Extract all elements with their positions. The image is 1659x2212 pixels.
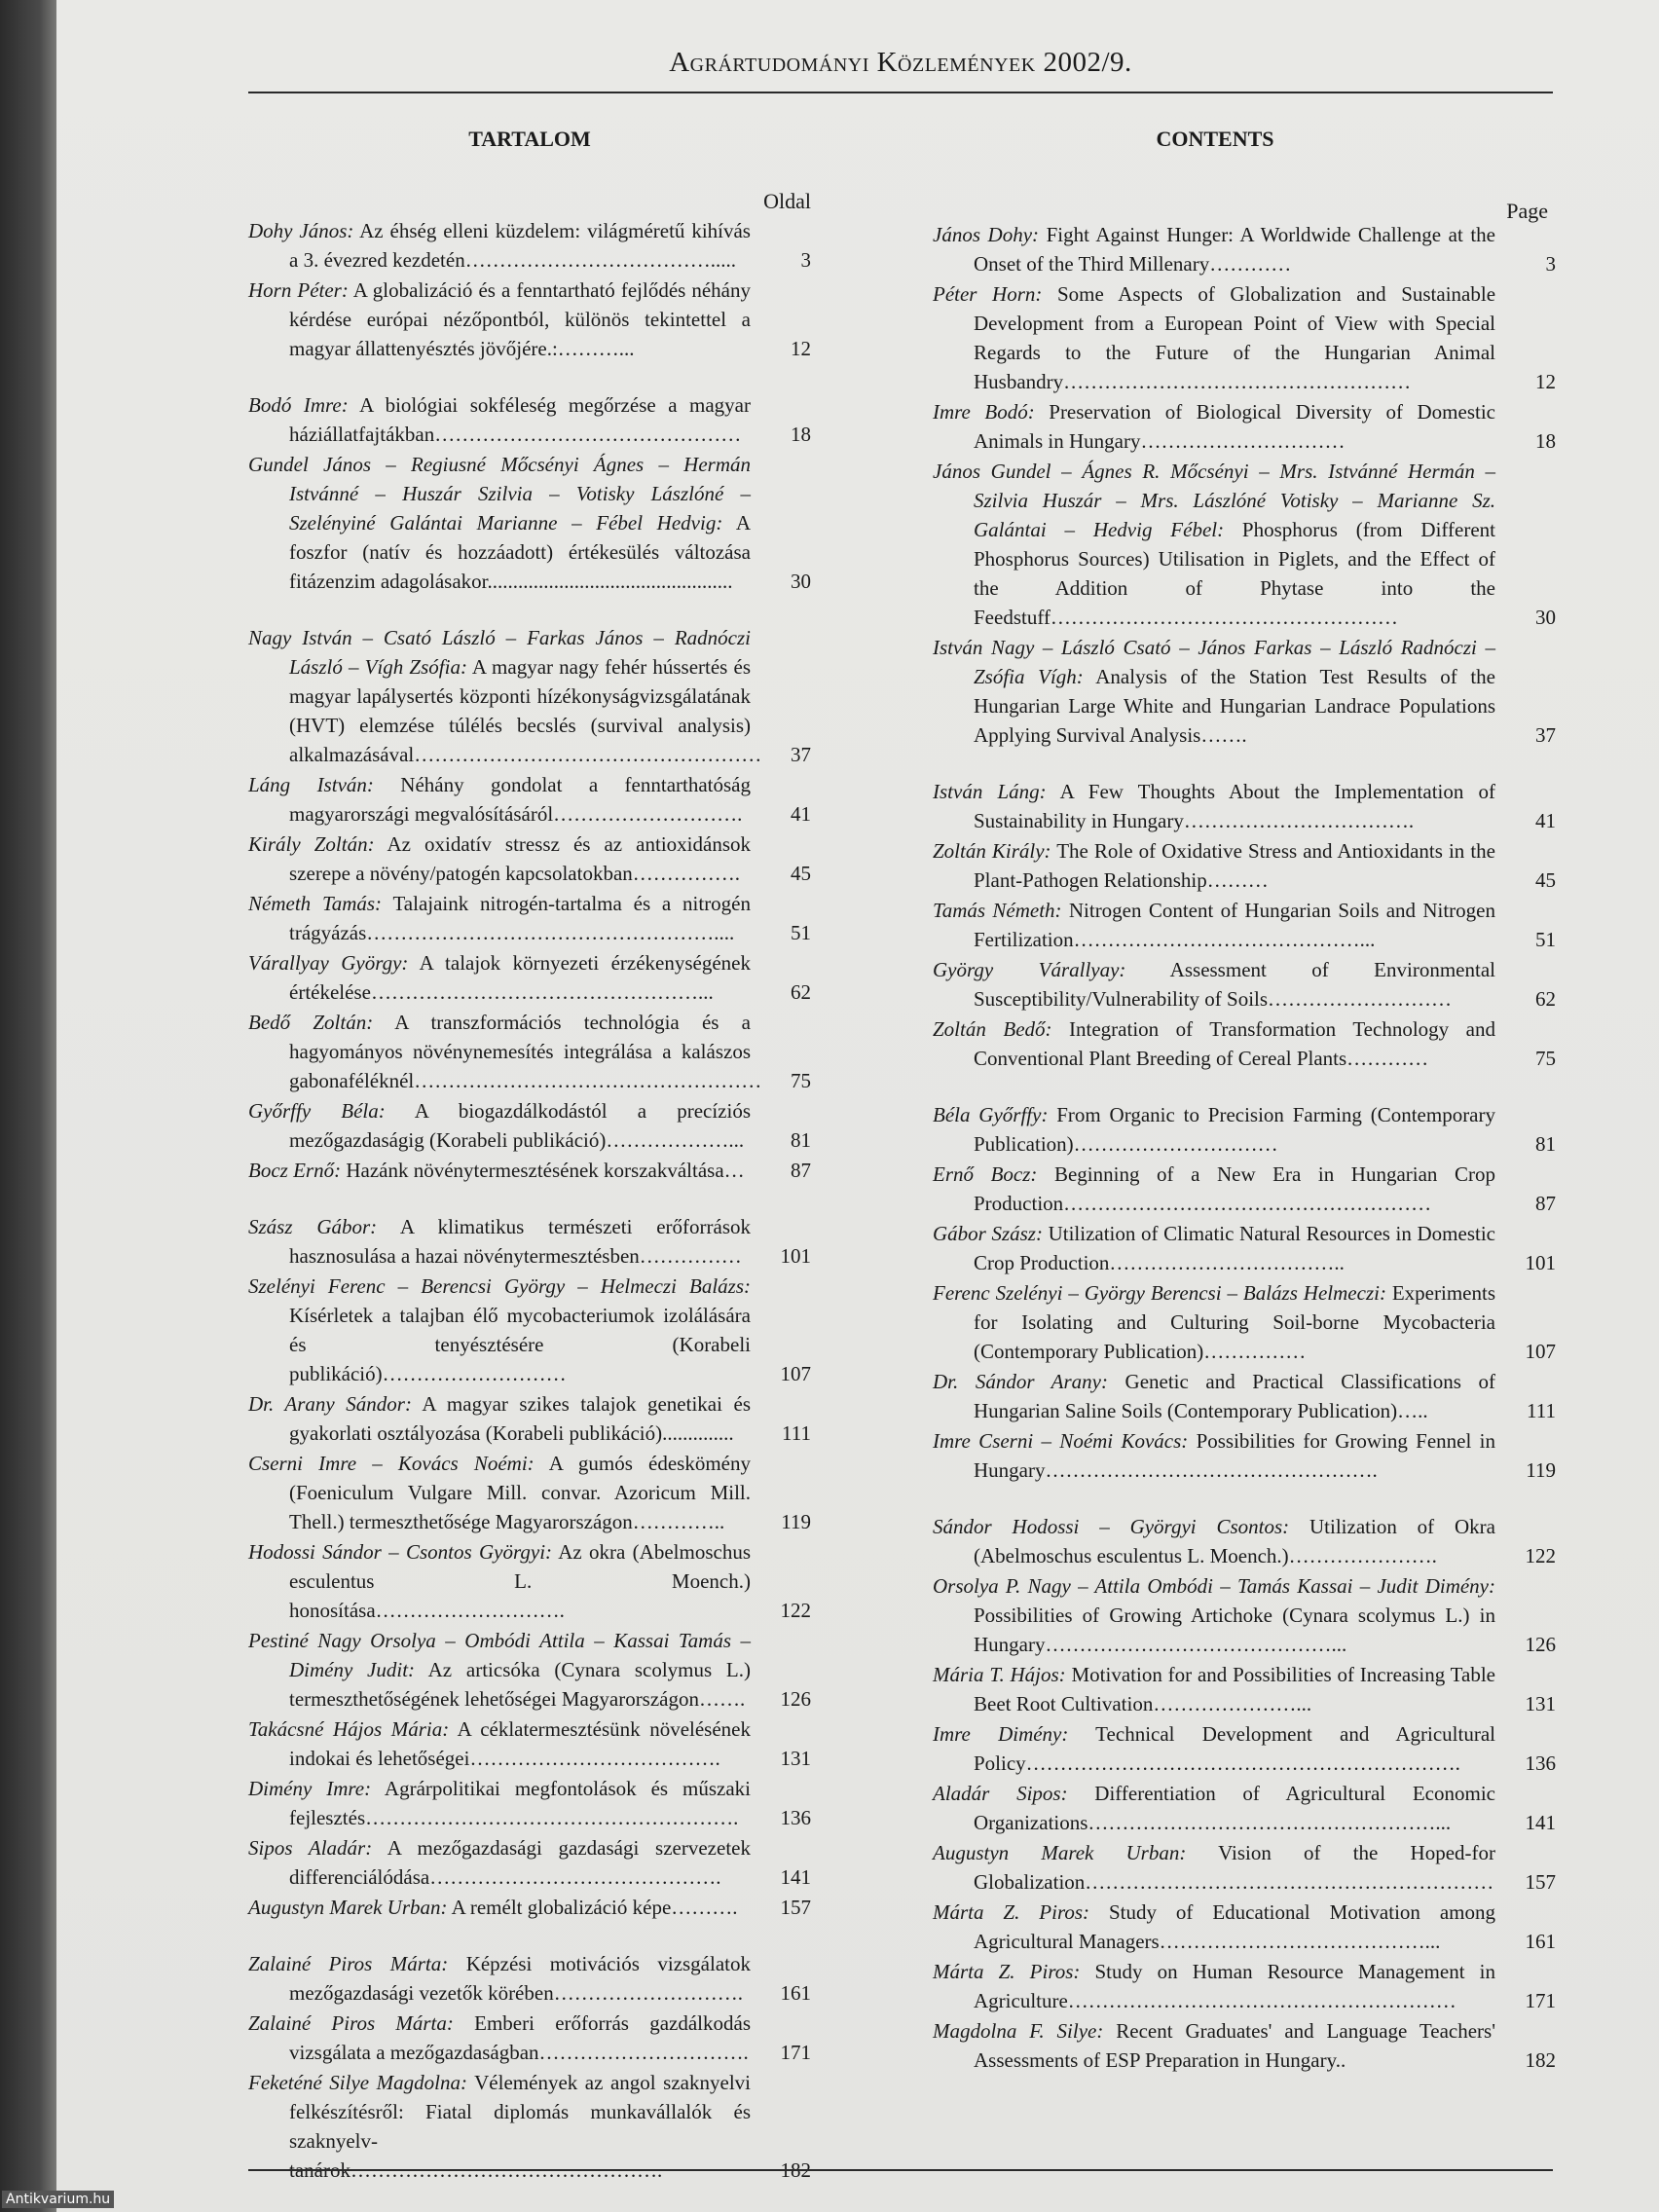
left-column-title: TARTALOM: [468, 127, 591, 151]
toc-entry-page: 182: [780, 2158, 811, 2182]
toc-entry-text: [248, 2009, 751, 2067]
toc-entry-authors: Ernő Bocz:: [933, 1162, 1038, 1186]
toc-entry-page: 111: [782, 1421, 811, 1445]
toc-entry-title: Az oxidatív stressz és az antioxidánsok szerepe a növény/patogén kapcsolatokban…………….: [289, 832, 752, 885]
toc-entry: [933, 1426, 1556, 1485]
toc-entry-page: 18: [1535, 429, 1556, 453]
toc-entry-text: [248, 450, 751, 596]
toc-entry: [248, 889, 811, 947]
left-entry-list: [248, 216, 811, 2186]
toc-entry-title: A mezőgazdasági gazdasági szervezetek differenciálódása…………………………………….: [289, 1836, 751, 1889]
toc-entry: [933, 397, 1556, 456]
toc-entry-page: 18: [791, 423, 811, 446]
toc-entry-authors: János Gundel – Ágnes R. Mőcsényi – Mrs. Istvánné Hermán – Szilvia Huszár – Mrs. Lászlóné Votisky – Marianne Sz. Galántai – Hedvig Fébel:: [933, 460, 1495, 541]
toc-entry-page: 119: [781, 1510, 811, 1533]
toc-entry: [933, 457, 1556, 632]
toc-entry-authors: Aladár Sipos:: [933, 1782, 1068, 1805]
toc-entry-authors: Győrffy Béla:: [248, 1099, 386, 1123]
toc-entry-authors: Takácsné Hájos Mária:: [248, 1717, 450, 1741]
toc-entry-text: [248, 276, 751, 363]
toc-entry-text: [248, 1774, 751, 1832]
toc-entry: [933, 1160, 1556, 1218]
toc-entry-page: 131: [1525, 1692, 1556, 1715]
toc-entry-authors: Várallyay György:: [248, 951, 409, 975]
toc-entry-authors: István Nagy – László Csató – János Farkas – László Radnóczi – Zsófia Vígh:: [933, 636, 1495, 688]
right-entry-list: [933, 220, 1556, 2076]
toc-entry-page: 122: [780, 1599, 811, 1622]
toc-entry-title: Agrárpolitikai megfontolások és műszaki fejlesztés……………………………………………….: [289, 1777, 751, 1829]
toc-entry-text: [933, 836, 1495, 895]
toc-entry: [248, 1714, 811, 1773]
right-column-title: CONTENTS: [1156, 127, 1274, 151]
toc-entry-text: [933, 279, 1495, 396]
toc-entry-text: [248, 1096, 751, 1155]
toc-entry: [933, 955, 1556, 1014]
toc-entry-text: [248, 1272, 751, 1388]
toc-entry-authors: Zoltán Király:: [933, 839, 1051, 863]
toc-entry-page: 141: [1525, 1811, 1556, 1834]
toc-entry: [933, 777, 1556, 835]
toc-entry-text: [933, 2016, 1495, 2075]
toc-entry: [248, 1893, 811, 1922]
toc-entry-text: [933, 1719, 1495, 1778]
toc-entry-page: 51: [791, 921, 811, 944]
toc-entry: [248, 1537, 811, 1625]
toc-entry-title: Az articsóka (Cynara scolymus L.) termeszthetőségének lehetőségei Magyarországon…….: [289, 1658, 751, 1711]
header-rule: [248, 92, 1553, 93]
toc-entry: [248, 450, 811, 596]
toc-entry: [933, 2016, 1556, 2075]
toc-entry-authors: Zalainé Piros Márta:: [248, 2011, 454, 2035]
toc-entry-page: 81: [791, 1128, 811, 1152]
toc-entry-text: [933, 1160, 1495, 1218]
toc-entry-page: 136: [1525, 1751, 1556, 1775]
toc-entry-title: Talajaink nitrogén-tartalma és a nitrogén trágyázás……………………………………………....: [289, 892, 752, 944]
toc-entry-title: Genetic and Practical Classifications of Hungarian Saline Soils (Contemporary Publication)…..: [974, 1370, 1495, 1422]
toc-entry: [248, 2009, 811, 2067]
toc-entry-text: [933, 1219, 1495, 1277]
toc-entry-authors: Mária T. Hájos:: [933, 1663, 1066, 1686]
toc-entry-text: [248, 1389, 751, 1448]
toc-entry-page: 157: [780, 1896, 811, 1919]
toc-entry-title: Study on Human Resource Management in Agriculture…………………………………………………: [974, 1960, 1495, 2012]
toc-entry-authors: Sándor Hodossi – Györgyi Csontos:: [933, 1515, 1290, 1538]
toc-entry: [248, 1212, 811, 1271]
toc-entry-title: Nitrogen Content of Hungarian Soils and Nitrogen Fertilization……………………………………...: [974, 899, 1495, 951]
toc-entry-page: 12: [791, 337, 811, 360]
right-page-label: Page: [1506, 199, 1548, 223]
toc-entry-text: [248, 1449, 751, 1536]
toc-entry-title: Beginning of a New Era in Hungarian Crop Production………………………………………………: [974, 1162, 1495, 1215]
book-spine-shadow: [0, 0, 56, 2212]
toc-entry-title: Some Aspects of Globalization and Sustainable Development from a European Point of View with Special Regards to the Future of the Hungarian Animal Husbandry……………………………………………: [974, 282, 1496, 393]
toc-entry-title: Preservation of Biological Diversity of Domestic Animals in Hungary…………………………: [974, 400, 1495, 453]
toc-entry-page: 122: [1525, 1544, 1556, 1567]
toc-entry-page: 119: [1526, 1458, 1556, 1482]
toc-entry-text: [933, 1838, 1495, 1897]
toc-entry-text: [933, 220, 1495, 278]
toc-entry-title: A talajok környezeti érzékenységének értékelése…………………………………………...: [289, 951, 751, 1004]
toc-entry-text: [933, 1898, 1495, 1956]
toc-entry-title: Integration of Transformation Technology and Conventional Plant Breeding of Cereal Plants…………: [974, 1017, 1495, 1070]
toc-entry: [933, 1898, 1556, 1956]
toc-entry-page: 107: [780, 1362, 811, 1385]
toc-entry: [933, 1367, 1556, 1425]
toc-entry: [248, 830, 811, 888]
toc-entry-text: [248, 1008, 762, 1095]
toc-entry-title: A biológiai sokféleség megőrzése a magyar háziállatfajtákban………………………………………: [289, 393, 752, 446]
toc-entry-text: [933, 1100, 1495, 1159]
toc-entry: [933, 1014, 1556, 1073]
toc-entry-page: 101: [780, 1244, 811, 1268]
toc-entry-text: [933, 1426, 1495, 1485]
toc-entry-title: Néhány gondolat a fenntarthatóság magyarországi megvalósításáról……………………….: [289, 773, 751, 826]
toc-entry-title: A klimatikus természeti erőforrások hasznosulása a hazai növénytermesztésben……………: [289, 1215, 751, 1268]
toc-entry-text: [248, 1949, 751, 2008]
toc-entry: [248, 948, 811, 1007]
toc-entry-page: 37: [1535, 723, 1556, 747]
toc-entry-title: Képzési motivációs vizsgálatok mezőgazdasági vezetők körében……………………….: [289, 1952, 751, 2005]
toc-entry-text: [248, 1893, 751, 1922]
toc-entry-text: [248, 1714, 751, 1773]
toc-entry-title: Analysis of the Station Test Results of the Hungarian Large White and Hungarian Landrace Populations Applying Survival Analysis…….: [974, 665, 1495, 747]
left-page-label: Oldal: [763, 189, 811, 213]
toc-entry: [248, 1096, 811, 1155]
journal-header: Agrártudományi Közlemények 2002/9.: [669, 47, 1132, 78]
toc-entry-authors: Dr. Arany Sándor:: [248, 1392, 412, 1416]
toc-entry-text: [933, 1014, 1495, 1073]
toc-entry-title: A gumós édeskömény (Foeniculum Vulgare Mill. convar. Azoricum Mill. Thell.) termeszthetősége Magyarországon…………..: [289, 1452, 752, 1533]
toc-entry: [933, 1838, 1556, 1897]
toc-entry-text: [933, 1512, 1495, 1570]
toc-entry-text: [248, 2068, 751, 2185]
toc-entry-text: [933, 955, 1495, 1014]
toc-entry-page: 12: [1535, 370, 1556, 393]
toc-entry: [248, 1389, 811, 1448]
toc-entry-text: [248, 623, 762, 769]
toc-entry-text: [933, 1779, 1495, 1837]
toc-entry-authors: Hodossi Sándor – Csontos Györgyi:: [248, 1540, 553, 1564]
toc-entry-authors: Bodó Imre:: [248, 393, 349, 417]
toc-entry-authors: Feketéné Silye Magdolna:: [248, 2071, 467, 2094]
toc-entry-title: Assessment of Environmental Susceptibility/Vulnerability of Soils………………………: [974, 958, 1495, 1011]
toc-entry: [248, 2068, 811, 2185]
toc-entry-page: 37: [791, 743, 811, 766]
toc-entry-authors: Gundel János – Regiusné Mőcsényi Ágnes – Hermán Istvánné – Huszár Szilvia – Votisky Lászlóné – Szelényiné Galántai Marianne – Fébel Hedvig:: [248, 453, 751, 535]
toc-entry-page: 30: [791, 570, 811, 593]
toc-entry-title: Recent Graduates' and Language Teachers' Assessments of ESP Preparation in Hungary..: [974, 2019, 1495, 2072]
toc-entry-title: Az éhség elleni küzdelem: világméretű kihívás a 3. évezred kezdetén……………………………….....: [289, 219, 751, 272]
toc-entry: [248, 1833, 811, 1892]
toc-entry-authors: Zalainé Piros Márta:: [248, 1952, 449, 1975]
toc-entry-authors: Szász Gábor:: [248, 1215, 378, 1238]
toc-entry-text: [933, 1660, 1495, 1718]
toc-entry-page: 62: [1535, 987, 1556, 1011]
toc-entry-authors: Dohy János:: [248, 219, 354, 242]
toc-entry-authors: Cserni Imre – Kovács Noémi:: [248, 1452, 535, 1475]
toc-entry: [933, 633, 1556, 750]
toc-entry: [248, 1774, 811, 1832]
toc-entry-authors: Király Zoltán:: [248, 832, 375, 856]
toc-entry: [933, 1512, 1556, 1570]
toc-entry-authors: Zoltán Bedő:: [933, 1017, 1052, 1041]
toc-entry-title: Technical Development and Agricultural Policy……………………………………………………….: [974, 1722, 1495, 1775]
toc-entry-title: Phosphorus (from Different Phosphorus Sources) Utilisation in Piglets, and the Effect of the Addition of Phytase into the Feedstuff……………………………………………: [974, 518, 1495, 629]
toc-entry-title: Utilization of Okra (Abelmoschus esculentus L. Moench.)………………….: [974, 1515, 1496, 1567]
toc-entry: [248, 623, 811, 769]
toc-entry-page: 41: [791, 802, 811, 826]
toc-entry-title: A globalizáció és a fenntartható fejlődés néhány kérdése európai nézőpontból, különös tekintettel a magyar állattenyésztés jövőjére.:………...: [289, 278, 751, 360]
toc-entry-authors: Horn Péter:: [248, 278, 349, 302]
toc-entry-authors: Pestiné Nagy Orsolya – Ombódi Attila – Kassai Tamás – Dimény Judit:: [248, 1629, 751, 1681]
right-column: [933, 127, 1556, 2072]
toc-entry-authors: Imre Bodó:: [933, 400, 1035, 424]
toc-entry-page: 161: [1525, 1930, 1556, 1953]
toc-entry: [933, 1278, 1556, 1366]
toc-entry-authors: Péter Horn:: [933, 282, 1043, 306]
toc-entry-title: Hazánk növénytermesztésének korszakváltása…: [341, 1159, 745, 1182]
toc-entry: [933, 896, 1556, 954]
toc-entry-title: Experiments for Isolating and Culturing Soil-borne Mycobacteria (Contemporary Publication)……………: [974, 1281, 1495, 1363]
toc-entry-authors: István Láng:: [933, 780, 1047, 803]
toc-entry-text: [248, 1626, 751, 1714]
toc-entry-title: The Role of Oxidative Stress and Antioxidants in the Plant-Pathogen Relationship………: [974, 839, 1495, 892]
toc-entry-text: [248, 889, 751, 947]
toc-entry-title: Vélemények az angol szaknyelvi felkészítésről: Fiatal diplomás munkavállalók és szaknyelv-tanárok……………………………………….: [289, 2071, 751, 2182]
toc-entry-page: 126: [1525, 1633, 1556, 1656]
toc-entry-authors: György Várallyay:: [933, 958, 1126, 981]
left-column: [248, 127, 811, 2182]
toc-entry-authors: Ferenc Szelényi – György Berencsi – Balázs Helmeczi:: [933, 1281, 1386, 1305]
toc-entry-text: [248, 1212, 751, 1271]
toc-entry-title: A transzformációs technológia és a hagyományos növénynemesítés integrálása a kalászos gabonaféléknél……………………………………………: [289, 1011, 762, 1092]
toc-entry-page: 171: [1525, 1989, 1556, 2012]
toc-entry-title: From Organic to Precision Farming (Contemporary Publication)…………………………: [974, 1103, 1495, 1156]
toc-entry-authors: Sipos Aladár:: [248, 1836, 373, 1860]
toc-entry-title: A magyar nagy fehér hússertés és magyar lapálysertés központi hízékonyságvizsgálatának (HVT) elemzése túlélés becslés (survival analysis) alkalmazásával……………………………………………: [289, 655, 762, 766]
toc-entry-title: Kísérletek a talajban élő mycobacteriumok izolálására és tenyésztésére (Korabeli publikáció)………………………: [289, 1304, 751, 1385]
toc-entry-authors: Imre Cserni – Noémi Kovács:: [933, 1429, 1189, 1453]
toc-entry-text: [248, 948, 751, 1007]
toc-entry-page: 157: [1525, 1870, 1556, 1894]
toc-entry-authors: Tamás Németh:: [933, 899, 1062, 922]
toc-entry-text: [933, 1278, 1495, 1366]
toc-entry-authors: Szelényi Ferenc – Berencsi György – Helmeczi Balázs:: [248, 1274, 751, 1298]
toc-entry: [933, 1779, 1556, 1837]
toc-entry-authors: Orsolya P. Nagy – Attila Ombódi – Tamás Kassai – Judit Dimény:: [933, 1574, 1495, 1598]
toc-entry-title: A magyar szikes talajok genetikai és gyakorlati osztályozása (Korabeli publikáció)..............: [289, 1392, 751, 1445]
toc-entry-title: A remélt globalizáció képe……….: [447, 1896, 738, 1919]
toc-entry-page: 75: [1535, 1047, 1556, 1070]
toc-entry-page: 171: [780, 2041, 811, 2064]
toc-entry-page: 136: [780, 1806, 811, 1829]
toc-entry-authors: Augustyn Marek Urban:: [248, 1896, 448, 1919]
toc-entry-page: 81: [1535, 1132, 1556, 1156]
toc-entry-authors: János Dohy:: [933, 223, 1040, 246]
toc-entry-title: A céklatermesztésünk növelésének indokai és lehetőségei……………………………….: [289, 1717, 751, 1770]
toc-entry: [933, 1719, 1556, 1778]
toc-entry-authors: Augustyn Marek Urban:: [933, 1841, 1187, 1864]
footer-rule: [248, 2169, 1553, 2171]
toc-entry-page: 30: [1535, 606, 1556, 629]
toc-entry-authors: Dimény Imre:: [248, 1777, 372, 1800]
toc-entry-page: 45: [1535, 868, 1556, 892]
toc-entry-authors: Márta Z. Piros:: [933, 1960, 1081, 1983]
toc-entry-title: Az okra (Abelmoschus esculentus L. Moench.) honosítása……………………….: [289, 1540, 751, 1622]
toc-entry-title: Vision of the Hoped-for Globalization……………………………………………………: [974, 1841, 1496, 1894]
toc-entry-title: A biogazdálkodástól a precíziós mezőgazdaságig (Korabeli publikáció)………………...: [289, 1099, 751, 1152]
toc-entry-page: 141: [780, 1865, 811, 1889]
toc-entry-page: 45: [791, 862, 811, 885]
toc-entry-authors: Márta Z. Piros:: [933, 1900, 1090, 1924]
toc-entry-page: 182: [1525, 2048, 1556, 2072]
toc-entry-title: Fight Against Hunger: A Worldwide Challenge at the Onset of the Third Millenary…………: [974, 223, 1495, 276]
toc-entry: [933, 1571, 1556, 1659]
toc-entry-text: [933, 457, 1495, 632]
toc-entry: [933, 220, 1556, 278]
toc-entry-text: [933, 397, 1495, 456]
toc-entry: [248, 1449, 811, 1536]
toc-entry-title: Utilization of Climatic Natural Resources in Domestic Crop Production……………………………..: [974, 1222, 1495, 1274]
toc-entry-text: [933, 1367, 1495, 1425]
toc-entry-text: [248, 770, 751, 829]
toc-entry-page: 161: [780, 1981, 811, 2005]
toc-entry-page: 62: [791, 980, 811, 1004]
toc-entry-text: [248, 1833, 751, 1892]
toc-entry: [248, 770, 811, 829]
toc-entry-page: 75: [791, 1069, 811, 1092]
toc-entry: [248, 1156, 811, 1185]
toc-entry-text: [248, 1156, 751, 1185]
toc-entry: [248, 390, 811, 449]
toc-entry-title: A Few Thoughts About the Implementation of Sustainability in Hungary…………………………….: [974, 780, 1496, 832]
toc-entry-text: [933, 896, 1495, 954]
toc-entry-page: 107: [1525, 1340, 1556, 1363]
toc-entry-authors: Bedő Zoltán:: [248, 1011, 374, 1034]
toc-entry: [248, 1272, 811, 1388]
watermark: Antikvarium.hu: [2, 2191, 114, 2208]
toc-entry-page: 87: [791, 1159, 811, 1182]
toc-entry-authors: Dr. Sándor Arany:: [933, 1370, 1108, 1393]
toc-entry-page: 41: [1535, 809, 1556, 832]
toc-entry-authors: Magdolna F. Silye:: [933, 2019, 1104, 2043]
toc-entry-title: Differentiation of Agricultural Economic Organizations……………………………………………...: [974, 1782, 1495, 1834]
toc-entry: [933, 279, 1556, 396]
toc-entry: [933, 1219, 1556, 1277]
toc-entry-authors: Imre Dimény:: [933, 1722, 1069, 1746]
toc-entry-authors: Bocz Ernő:: [248, 1159, 342, 1182]
toc-entry-page: 87: [1535, 1192, 1556, 1215]
toc-entry-text: [933, 633, 1495, 750]
toc-entry-text: [933, 777, 1495, 835]
toc-entry-page: 3: [1545, 252, 1556, 276]
toc-entry-page: 111: [1527, 1399, 1556, 1422]
toc-entry-title: A foszfor (natív és hozzáadott) értékesülés változása fitázenzim adagolásakor................................................: [289, 511, 751, 593]
toc-entry: [933, 1957, 1556, 2015]
toc-entry: [248, 276, 811, 363]
toc-entry-title: Study of Educational Motivation among Agricultural Managers…………………………………...: [974, 1900, 1495, 1953]
toc-entry-text: [248, 216, 751, 275]
toc-entry-title: Motivation for and Possibilities of Increasing Table Beet Root Cultivation…………………...: [974, 1663, 1495, 1715]
toc-entry-page: 101: [1525, 1251, 1556, 1274]
toc-entry: [933, 1660, 1556, 1718]
toc-entry-page: 126: [780, 1687, 811, 1711]
toc-entry-text: [248, 1537, 751, 1625]
toc-entry-authors: Béla Győrffy:: [933, 1103, 1049, 1126]
toc-entry-title: Possibilities for Growing Fennel in Hungary………………………………………….: [974, 1429, 1495, 1482]
toc-entry-page: 3: [800, 248, 811, 272]
toc-entry-page: 131: [780, 1747, 811, 1770]
toc-entry-title: Emberi erőforrás gazdálkodás vizsgálata a mezőgazdaságban………………………….: [289, 2011, 752, 2064]
toc-entry: [248, 1626, 811, 1714]
toc-entry-authors: Nagy István – Csató László – Farkas János – Radnóczi László – Vígh Zsófia:: [248, 626, 751, 679]
toc-entry-authors: Láng István:: [248, 773, 374, 796]
toc-entry-title: Possibilities of Growing Artichoke (Cynara scolymus L.) in Hungary……………………………………...: [974, 1604, 1495, 1656]
toc-entry: [933, 1100, 1556, 1159]
toc-entry-text: [933, 1957, 1495, 2015]
toc-entry: [248, 216, 811, 275]
toc-entry-text: [248, 830, 751, 888]
toc-entry: [248, 1949, 811, 2008]
toc-entry-text: [248, 390, 751, 449]
toc-entry-page: 51: [1535, 928, 1556, 951]
toc-entry: [933, 836, 1556, 895]
toc-entry-authors: Németh Tamás:: [248, 892, 383, 915]
toc-entry: [248, 1008, 811, 1095]
toc-entry-authors: Gábor Szász:: [933, 1222, 1043, 1245]
toc-entry-text: [933, 1571, 1495, 1659]
